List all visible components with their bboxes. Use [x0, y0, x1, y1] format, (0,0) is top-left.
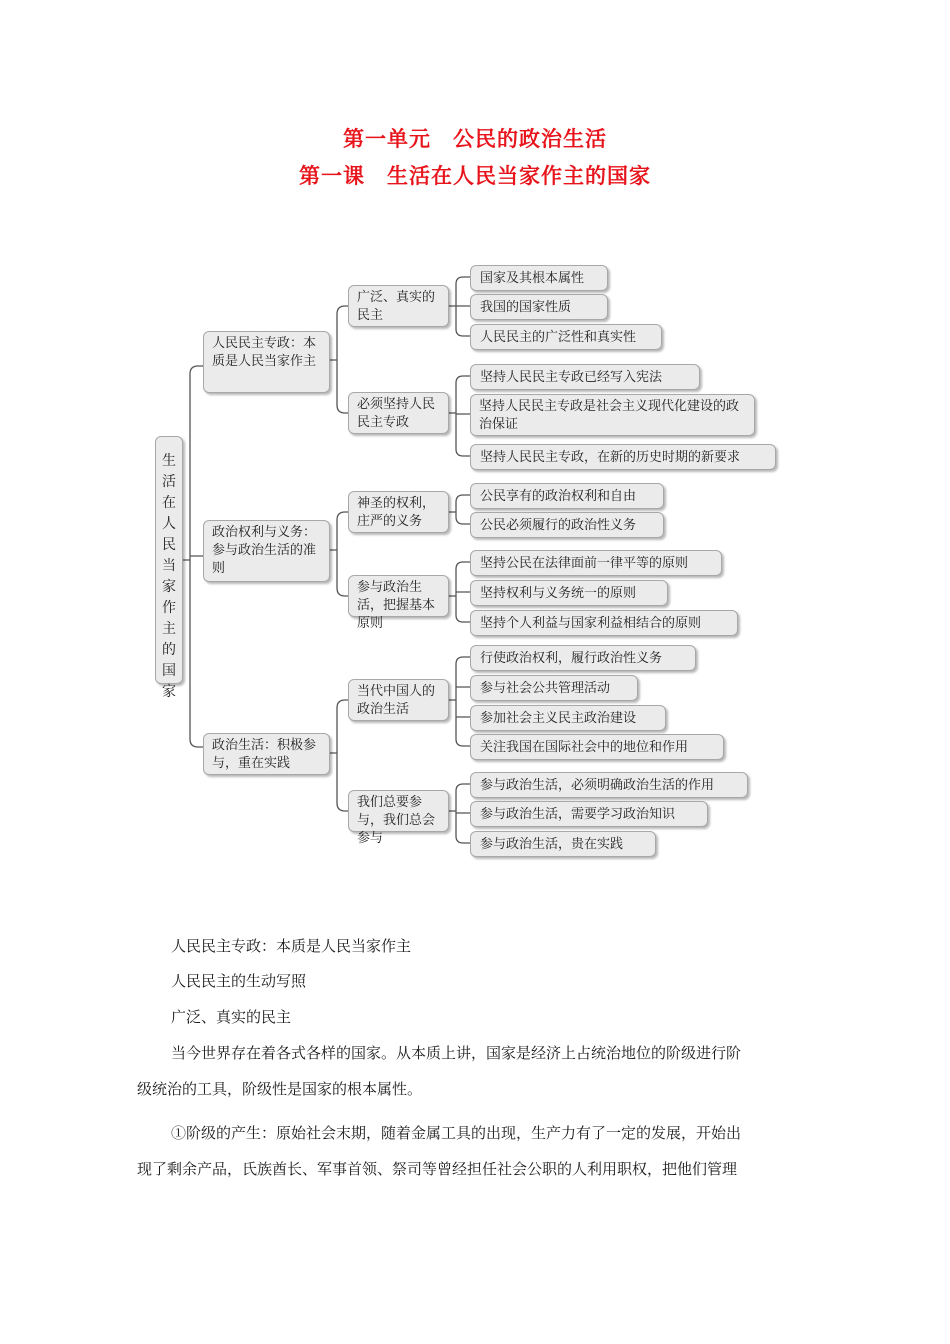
body-heading: 人民民主专政：本质是人民当家作主 — [171, 937, 412, 955]
body-paragraph-line: 当今世界存在着各式各样的国家。从本质上讲，国家是经济上占统治地位的阶级进行阶 — [171, 1044, 742, 1062]
body-heading: 人民民主的生动写照 — [171, 972, 307, 990]
mindmap-leaf: 参与政治生活，需要学习政治知识 — [470, 801, 708, 827]
mindmap-leaf: 参加社会主义民主政治建设 — [470, 705, 666, 731]
mindmap-leaf: 参与政治生活，贵在实践 — [470, 831, 656, 857]
mindmap-level1-node: 政治生活：积极参与，重在实践 — [203, 733, 330, 775]
mindmap-leaf: 参与社会公共管理活动 — [470, 675, 638, 701]
mindmap-leaf: 国家及其根本属性 — [470, 265, 608, 291]
mindmap-root — [155, 436, 183, 700]
body-heading: 广泛、真实的民主 — [171, 1008, 292, 1026]
mindmap-level2-node: 广泛、真实的民主 — [348, 285, 449, 327]
mindmap-level2-node: 当代中国人的政治生活 — [348, 679, 449, 721]
mindmap-level1-node: 政治权利与义务：参与政治生活的准则 — [203, 520, 330, 582]
mindmap-level2-node: 参与政治生活，把握基本原则 — [348, 575, 449, 617]
mindmap-leaf: 关注我国在国际社会中的地位和作用 — [470, 734, 724, 760]
mindmap-level2-node: 必须坚持人民民主专政 — [348, 392, 449, 434]
mindmap-leaf: 公民必须履行的政治性义务 — [470, 512, 664, 538]
body-paragraph-line: 现了剩余产品，氏族酋长、军事首领、祭司等曾经担任社会公职的人利用职权，把他们管理 — [137, 1160, 738, 1178]
mindmap-leaf: 坚持人民民主专政是社会主义现代化建设的政治保证 — [470, 394, 755, 436]
mindmap-leaf: 我国的国家性质 — [470, 294, 608, 320]
mindmap-leaf: 参与政治生活，必须明确政治生活的作用 — [470, 772, 748, 798]
mindmap-level1-node: 人民民主专政：本质是人民当家作主 — [203, 331, 330, 393]
mindmap-leaf: 坚持权利与义务统一的原则 — [470, 580, 668, 606]
mindmap-leaf: 公民享有的政治权利和自由 — [470, 483, 664, 509]
unit-title: 第一单元 公民的政治生活 — [343, 127, 607, 151]
mindmap-leaf: 人民民主的广泛性和真实性 — [470, 324, 662, 350]
mindmap-leaf: 坚持公民在法律面前一律平等的原则 — [470, 550, 722, 576]
mindmap-leaf: 行使政治权利，履行政治性义务 — [470, 645, 696, 671]
lesson-title: 第一课 生活在人民当家作主的国家 — [299, 164, 651, 188]
body-paragraph-line: ①阶级的产生：原始社会末期，随着金属工具的出现，生产力有了一定的发展，开始出 — [171, 1124, 742, 1142]
mindmap-level2-node: 神圣的权利，庄严的义务 — [348, 491, 449, 533]
mindmap-level2-node: 我们总要参与，我们总会参与 — [348, 790, 449, 832]
mindmap-leaf: 坚持人民民主专政，在新的历史时期的新要求 — [470, 444, 776, 470]
body-paragraph-line: 级统治的工具，阶级性是国家的根本属性。 — [137, 1080, 423, 1098]
mindmap-leaf: 坚持人民民主专政已经写入宪法 — [470, 364, 700, 390]
mindmap-leaf: 坚持个人利益与国家利益相结合的原则 — [470, 610, 738, 636]
mindmap-root-label: 生活在人民当家作主的国家 — [162, 453, 176, 700]
